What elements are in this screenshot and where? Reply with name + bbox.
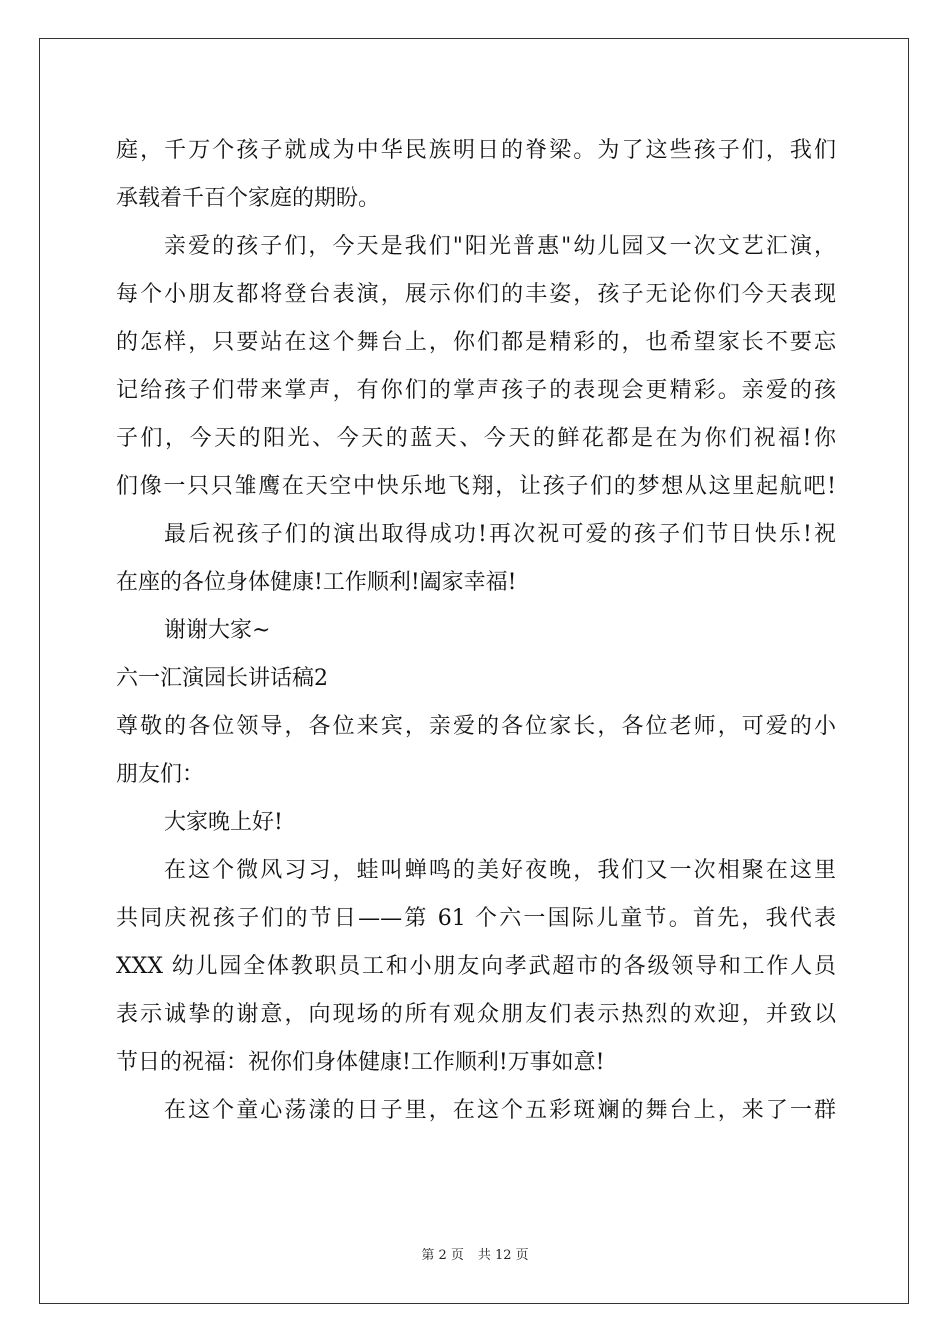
text-line: 节日的祝福：祝你们身体健康!工作顺利!万事如意! [116,1050,605,1075]
page-footer [0,1244,950,1263]
text-line: 谢谢大家~ [164,618,271,643]
text-line: 朋友们： [116,762,205,787]
page-total: 共 12 页 [477,1248,529,1263]
text-line: 共同庆祝孩子们的节日——第 61 个六一国际儿童节。首先，我代表 [116,906,836,931]
text-line: 子们，今天的阳光、今天的蓝天、今天的鲜花都是在为你们祝福!你 [116,426,836,451]
text-line: 亲爱的孩子们，今天是我们"阳光普惠"幼儿园又一次文艺汇演， [164,234,836,259]
text-line: 六一汇演园长讲话稿2 [116,666,328,691]
page-number: 第 2 页 [421,1248,464,1263]
text-line: 们像一只只雏鹰在天空中快乐地飞翔，让孩子们的梦想从这里起航吧! [116,474,836,499]
text-line: 记给孩子们带来掌声，有你们的掌声孩子的表现会更精彩。亲爱的孩 [116,378,836,403]
text-line: 尊敬的各位领导，各位来宾，亲爱的各位家长，各位老师，可爱的小 [116,714,836,739]
document-body [116,127,836,1135]
text-line: 承载着千百个家庭的期盼。 [116,186,381,211]
text-line: 庭，千万个孩子就成为中华民族明日的脊梁。为了这些孩子们，我们 [116,138,836,163]
text-line: 在这个微风习习，蛙叫蝉鸣的美好夜晚，我们又一次相聚在这里 [164,858,836,883]
text-line: XXX 幼儿园全体教职员工和小朋友向孝武超市的各级领导和工作人员 [116,954,836,979]
text-line: 每个小朋友都将登台表演，展示你们的丰姿，孩子无论你们今天表现 [116,282,836,307]
text-line: 表示诚挚的谢意，向现场的所有观众朋友们表示热烈的欢迎，并致以 [116,1002,836,1027]
text-line: 大家晚上好! [164,810,283,835]
text-line: 在座的各位身体健康!工作顺利!阖家幸福! [116,570,517,595]
text-line: 的怎样，只要站在这个舞台上，你们都是精彩的，也希望家长不要忘 [116,330,836,355]
text-line: 最后祝孩子们的演出取得成功!再次祝可爱的孩子们节日快乐!祝 [164,522,836,547]
text-line: 在这个童心荡漾的日子里，在这个五彩斑斓的舞台上，来了一群 [164,1098,836,1123]
